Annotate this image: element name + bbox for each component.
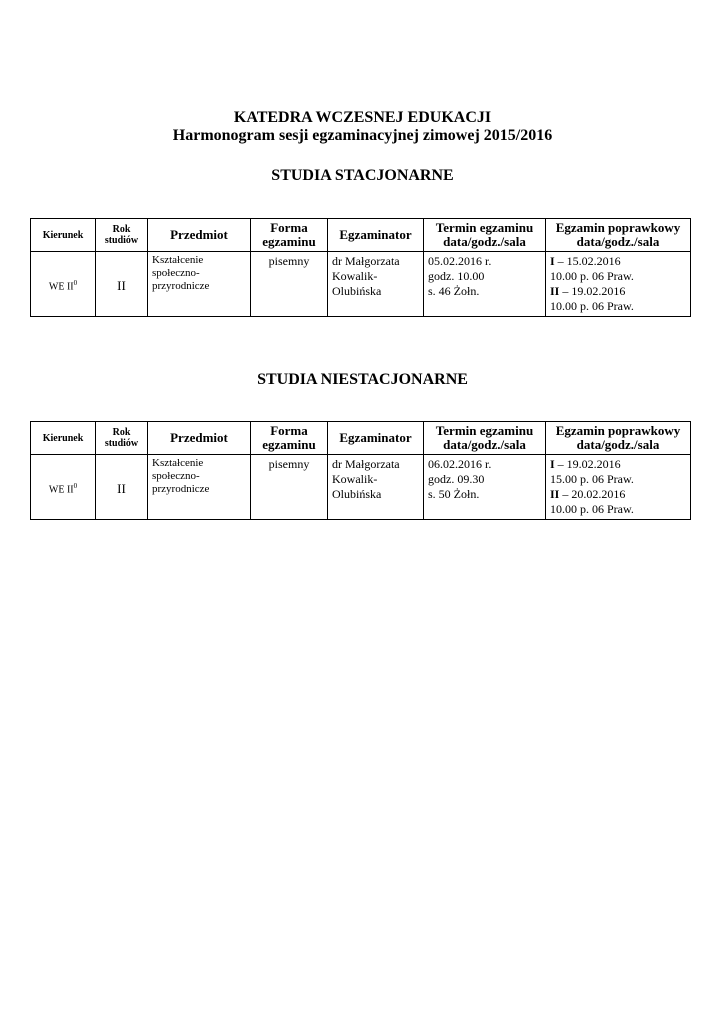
col-header-rok: Rok studiów [96, 219, 148, 252]
cell-forma: pisemny [251, 252, 328, 317]
col-header-kierunek: Kierunek [31, 219, 96, 252]
cell-rok: II [96, 252, 148, 317]
cell-przedmiot: Kształcenie społeczno- przyrodnicze [148, 252, 251, 317]
section-title-stacjonarne: STUDIA STACJONARNE [271, 167, 454, 184]
cell-rok: II [96, 455, 148, 520]
col-header-forma: Forma egzaminu [251, 422, 328, 455]
col-header-termin: Termin egzaminu data/godz./sala [424, 219, 546, 252]
table-header-row [31, 422, 691, 455]
schedule-table-niestacjonarne [30, 421, 691, 520]
col-header-egzaminator: Egzaminator [328, 219, 424, 252]
table-header-row [31, 219, 691, 252]
cell-termin: 06.02.2016 r. godz. 09.30 s. 50 Żołn. [424, 455, 546, 520]
col-header-przedmiot: Przedmiot [148, 219, 251, 252]
col-header-termin: Termin egzaminu data/godz./sala [424, 422, 546, 455]
cell-forma: pisemny [251, 455, 328, 520]
cell-egzaminator: dr Małgorzata Kowalik- Olubińska [328, 252, 424, 317]
table-row [31, 252, 691, 317]
col-header-forma: Forma egzaminu [251, 219, 328, 252]
cell-termin: 05.02.2016 r. godz. 10.00 s. 46 Żołn. [424, 252, 546, 317]
cell-przedmiot: Kształcenie społeczno- przyrodnicze [148, 455, 251, 520]
col-header-poprawkowy: Egzamin poprawkowy data/godz./sala [546, 422, 691, 455]
section-title-niestacjonarne: STUDIA NIESTACJONARNE [257, 371, 468, 388]
col-header-rok: Rok studiów [96, 422, 148, 455]
schedule-table-stacjonarne [30, 218, 691, 317]
department-title: KATEDRA WCZESNEJ EDUKACJI [233, 109, 492, 126]
document-title: Harmonogram sesji egzaminacyjnej zimowej 2015/2016 [172, 127, 553, 144]
col-header-egzaminator: Egzaminator [328, 422, 424, 455]
table-row [31, 455, 691, 520]
cell-kierunek: WE $II^0$ [31, 252, 96, 317]
cell-egzaminator: dr Małgorzata Kowalik- Olubińska [328, 455, 424, 520]
cell-poprawkowy: I – 15.02.2016 10.00 p. 06 Praw. II – 19.02.2016 10.00 p. 06 Praw. [546, 252, 691, 317]
col-header-poprawkowy: Egzamin poprawkowy data/godz./sala [546, 219, 691, 252]
cell-poprawkowy: I – 19.02.2016 15.00 p. 06 Praw. II – 20.02.2016 10.00 p. 06 Praw. [546, 455, 691, 520]
col-header-kierunek: Kierunek [31, 422, 96, 455]
col-header-przedmiot: Przedmiot [148, 422, 251, 455]
cell-kierunek: WE $II^0$ [31, 455, 96, 520]
